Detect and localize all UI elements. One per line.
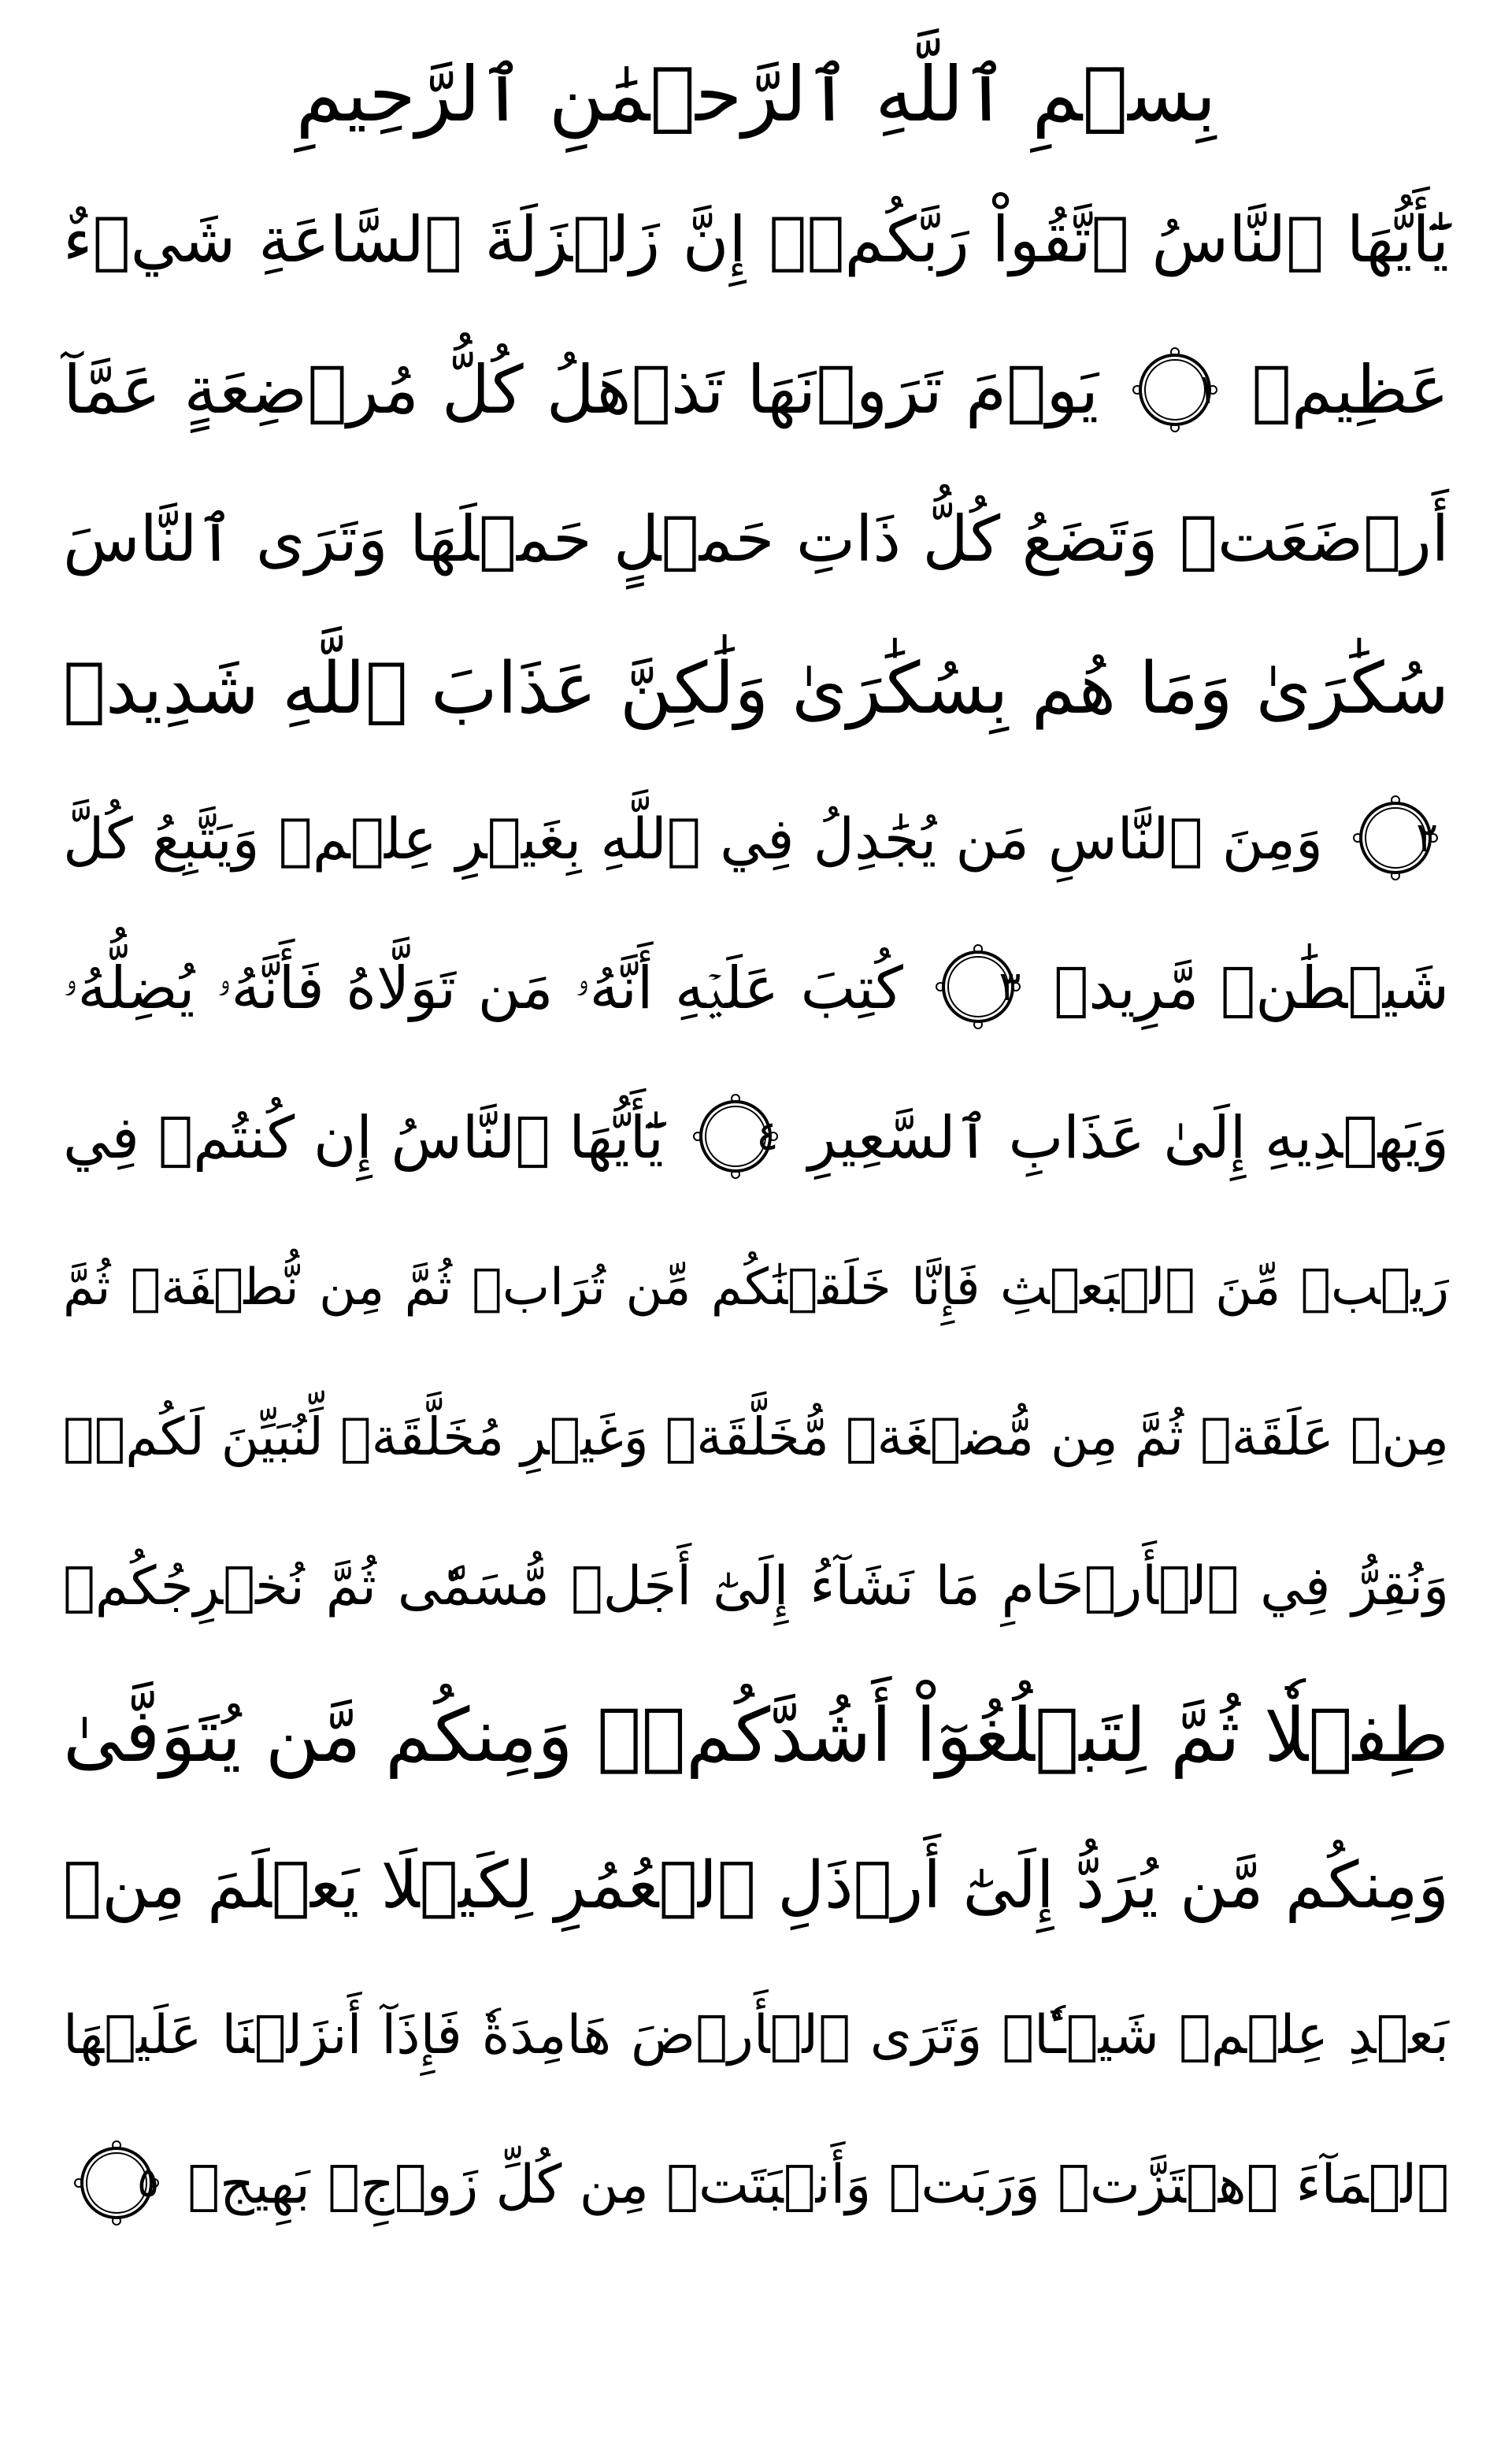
verse-text: وَنُقِرُّ فِي ٱلۡأَرۡحَامِ مَا نَشَآءُ إِلَىٰٓ أَجَلٖ مُّسَمّٗى ثُمَّ نُخۡرِجُكُمۡ [63,1555,1449,1618]
verse-line [63,929,1449,1047]
verse-text: طِفۡلٗا ثُمَّ لِتَبۡلُغُوٓاْ أَشُدَّكُمۡۖ وَمِنكُم مَّن يُتَوَفَّىٰ [63,1693,1449,1779]
ayah-number-marker [1353,795,1438,880]
verse-line [63,1677,1449,1796]
verse-text: عَظِيمٞ [1251,351,1449,428]
ayah-number: ٥ [137,2159,159,2207]
verse-text: مِنۡ عَلَقَةٖ ثُمَّ مِن مُّضۡغَةٖ مُّخَلَّقَةٖ وَغَيۡرِ مُخَلَّقَةٖ لِّنُبَيِّنَ لَكُمۡۚ [63,1406,1449,1467]
ayah-number-marker [936,944,1021,1029]
ayah-number: ١ [1195,366,1218,414]
ayah-number-marker [1132,347,1217,432]
verse-line [63,630,1449,748]
verse-text: ٱلۡمَآءَ ٱهۡتَزَّتۡ وَرَبَتۡ وَأَنۢبَتَتۡ مِن كُلِّ زَوۡجِۭ بَهِيجٖ [187,2154,1449,2216]
verse-line [63,1528,1449,1646]
basmala: بِسۡمِ ٱللَّهِ ٱلرَّحۡمَٰنِ ٱلرَّحِيمِ [295,50,1217,139]
verse-text: سُكَٰرَىٰ وَمَا هُم بِسُكَٰرَىٰ وَلَٰكِنَّ عَذَابَ ٱللَّهِ شَدِيدٞ [63,647,1449,730]
verse-line [63,1079,1449,1197]
ayah-number-marker [693,1094,778,1179]
verse-line [63,1229,1449,1347]
ayah-number: ٤ [756,1113,779,1161]
verse-text: شَيۡطَٰنٖ مَّرِيدٖ [1053,954,1449,1022]
verse-text: بَعۡدِ عِلۡمٖ شَيۡـٔٗاۚ وَتَرَى ٱلۡأَرۡضَ هَامِدَةٗ فَإِذَآ أَنزَلۡنَا عَلَيۡهَا [63,2004,1449,2066]
verse-text: وَمِنَ ٱلنَّاسِ مَن يُجَٰدِلُ فِي ٱللَّهِ بِغَيۡرِ عِلۡمٖ وَيَتَّبِعُ كُلَّ [63,806,1323,872]
verse-line [63,181,1449,299]
verse-text: رَيۡبٖ مِّنَ ٱلۡبَعۡثِ فَإِنَّا خَلَقۡنَٰكُم مِّن تُرَابٖ ثُمَّ مِن نُّطۡفَةٖ ثُمَّ [63,1258,1449,1317]
verse-text: يَوۡمَ تَرَوۡنَهَا تَذۡهَلُ كُلُّ مُرۡضِعَةٍ عَمَّآ [63,351,1099,428]
verse-text: يَٰٓأَيُّهَا ٱلنَّاسُ إِن كُنتُمۡ فِي [63,1104,664,1172]
ayah-number: ٢ [1416,814,1439,862]
verse-line [63,2126,1449,2244]
verse-line [63,331,1449,449]
verse-text: يَٰٓأَيُّهَا ٱلنَّاسُ ٱتَّقُواْ رَبَّكُمۡۚ إِنَّ زَلۡزَلَةَ ٱلسَّاعَةِ شَيۡءٌ [63,203,1449,276]
verse-line [63,1827,1449,1945]
verse-line [63,780,1449,898]
ayah-number: ٣ [999,963,1021,1011]
verse-line [63,1378,1449,1496]
verse-line [63,1977,1449,2095]
verse-text: وَيَهۡدِيهِ إِلَىٰ عَذَابِ ٱلسَّعِيرِ [808,1104,1449,1172]
verse-text: كُتِبَ عَلَيۡهِ أَنَّهُۥ مَن تَوَلَّاهُ فَأَنَّهُۥ يُضِلُّهُۥ [63,954,903,1022]
verse-text: وَمِنكُم مَّن يُرَدُّ إِلَىٰٓ أَرۡذَلِ ٱلۡعُمُرِ لِكَيۡلَا يَعۡلَمَ مِنۢ [63,1848,1449,1923]
verse-text: أَرۡضَعَتۡ وَتَضَعُ كُلُّ ذَاتِ حَمۡلٍ حَمۡلَهَا وَتَرَى ٱلنَّاسَ [63,502,1449,576]
verse-line [63,480,1449,599]
ayah-number-marker [74,2140,159,2225]
